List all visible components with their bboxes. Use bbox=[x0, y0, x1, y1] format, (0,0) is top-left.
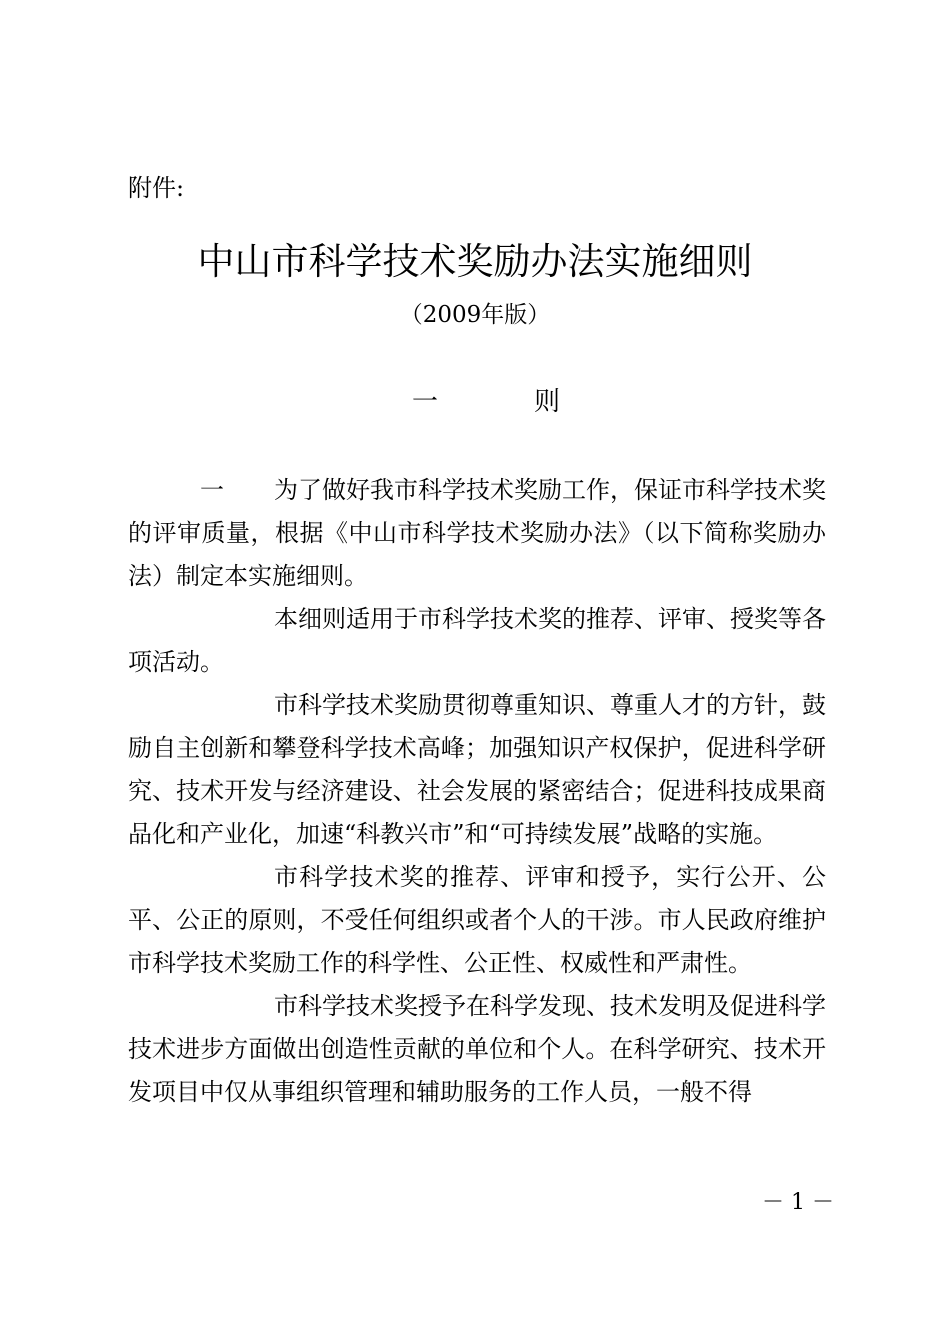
chapter-heading bbox=[0, 386, 950, 418]
article-paragraph bbox=[128, 469, 826, 598]
article-text: 为了做好我市科学技术奖励工作，保证市科学技术奖的评审质量，根据《中山市科学技术奖励办法》（以下简称奖励办法）制定本实施细则。 bbox=[128, 476, 826, 590]
document-title: 中山市科学技术奖励办法实施细则 bbox=[197, 240, 753, 283]
attachment-label: 附件: bbox=[128, 174, 185, 202]
chapter-heading-left: 一 bbox=[412, 387, 439, 417]
chapter-heading-right: 则 bbox=[534, 387, 561, 417]
article-number: 一 bbox=[200, 476, 224, 504]
document-body bbox=[128, 469, 826, 1114]
document-edition: （2009年版） bbox=[399, 302, 551, 328]
page-number: － 1 － bbox=[762, 1190, 834, 1215]
article-paragraph: 市科学技术奖励贯彻尊重知识、尊重人才的方针，鼓励自主创新和攀登科学技术高峰；加强知识产权保护，促进科学研究、技术开发与经济建设、社会发展的紧密结合；促进科技成果商品化和产业化，加速“科教兴市”和“可持续发展”战略的实施。 bbox=[128, 691, 826, 848]
article-paragraph: 市科学技术奖授予在科学发现、技术发明及促进科学技术进步方面做出创造性贡献的单位和个人。在科学研究、技术开发项目中仅从事组织管理和辅助服务的工作人员，一般不得 bbox=[128, 992, 826, 1106]
article-paragraph: 市科学技术奖的推荐、评审和授予，实行公开、公平、公正的原则，不受任何组织或者个人的干涉。市人民政府维护市科学技术奖励工作的科学性、公正性、权威性和严肃性。 bbox=[128, 863, 826, 977]
article-paragraph: 本细则适用于市科学技术奖的推荐、评审、授奖等各项活动。 bbox=[128, 605, 826, 676]
